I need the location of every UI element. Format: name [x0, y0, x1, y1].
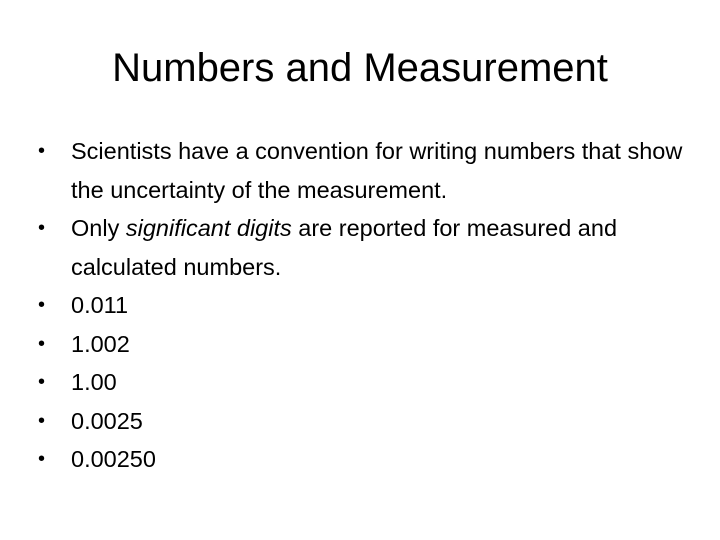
bullet-list — [38, 132, 688, 479]
bullet-item-number — [38, 440, 688, 479]
bullet-text: 1.002 — [71, 330, 130, 357]
bullet-dot-icon: • — [38, 409, 46, 432]
bullet-text: 0.0025 — [71, 407, 143, 434]
bullet-text-emphasis: significant digits — [125, 215, 292, 241]
slide-title: Numbers and Measurement — [112, 46, 608, 90]
bullet-text-suffix: are reported for measured and calculated numbers. — [71, 215, 618, 280]
bullet-dot-icon: • — [38, 332, 46, 355]
bullet-text: 0.011 — [71, 292, 129, 318]
bullet-item-number — [38, 363, 688, 402]
bullet-item-number — [38, 402, 688, 441]
bullet-dot-icon: • — [38, 371, 46, 393]
bullet-text: Scientists have a convention for writing numbers that show the uncertainty of the measurement. — [71, 138, 683, 203]
bullet-text: 1.00 — [71, 369, 117, 395]
bullet-text-prefix: Only — [71, 215, 126, 241]
bullet-dot-icon: • — [38, 448, 46, 470]
bullet-text: 0.00250 — [71, 446, 156, 472]
bullet-item-number — [38, 286, 688, 325]
bullet-dot-icon: • — [38, 217, 46, 239]
bullet-dot-icon: • — [38, 140, 46, 162]
bullet-item-number — [38, 325, 688, 364]
bullet-item-convention — [38, 132, 688, 209]
bullet-dot-icon: • — [38, 294, 46, 316]
bullet-item-significant-digits — [38, 209, 688, 286]
